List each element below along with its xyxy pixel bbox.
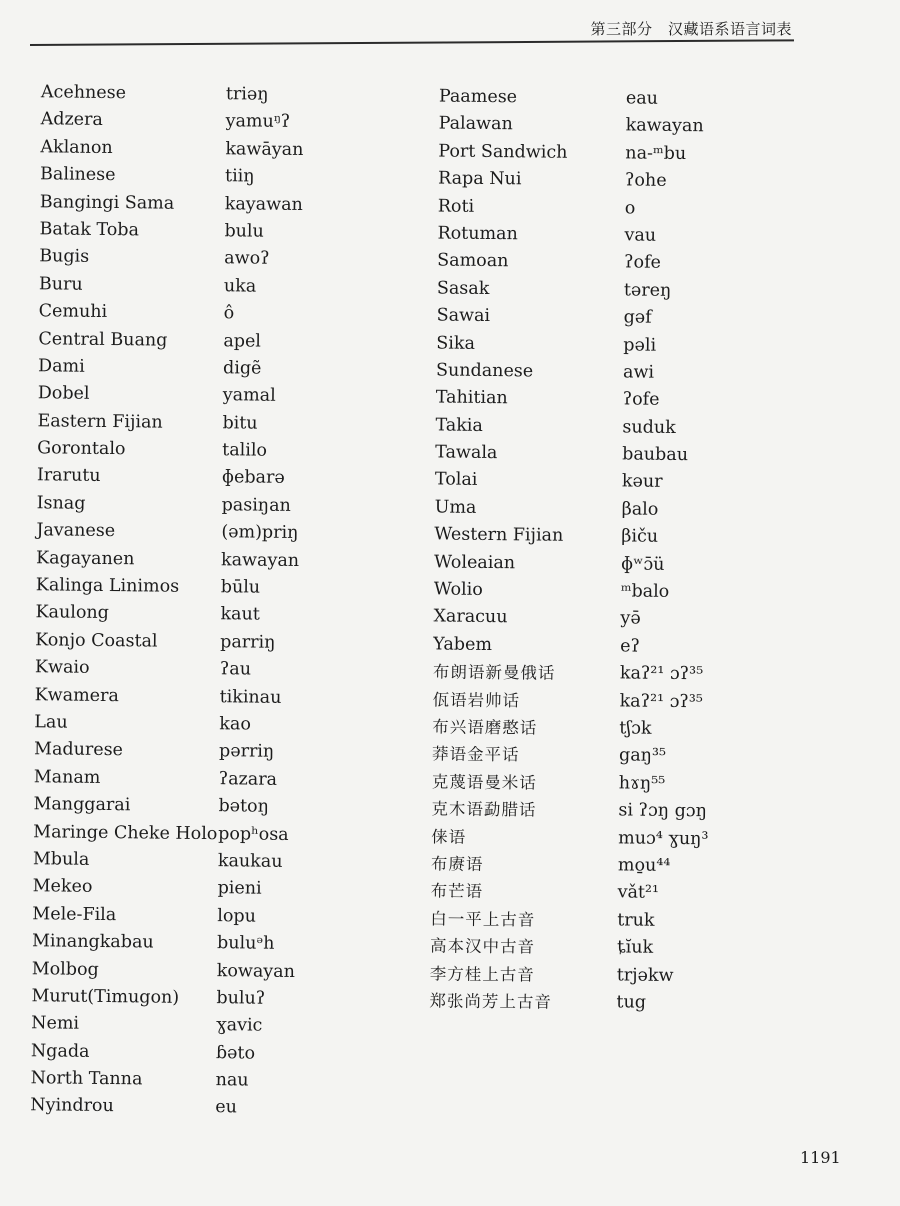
language-name: Sika — [436, 332, 476, 354]
language-name: Sawai — [436, 305, 491, 327]
language-name: Tolai — [434, 469, 478, 491]
word-form: kaut — [220, 604, 260, 626]
language-name: Dobel — [37, 383, 90, 405]
word-form: muɔ⁴ ɣuŋ³ — [618, 827, 709, 849]
language-name: Tahitian — [435, 387, 508, 409]
right-language-column — [429, 83, 629, 1016]
language-name: Western Fijian — [434, 524, 564, 547]
word-form: kəur — [621, 471, 663, 493]
language-name: Nyindrou — [30, 1095, 114, 1117]
right-form-column — [616, 85, 796, 1018]
word-form: hɤŋ⁵⁵ — [618, 773, 666, 794]
word-form: ʔau — [219, 659, 252, 680]
word-form: pasiŋan — [221, 495, 291, 516]
word-form: bətoŋ — [218, 796, 270, 817]
language-name: Buru — [38, 274, 83, 295]
language-name: Tawala — [435, 442, 498, 464]
word-form: uka — [223, 275, 257, 297]
word-form: triəŋ — [225, 84, 269, 105]
word-form: buluᵊh — [216, 933, 275, 954]
language-name: 俫语 — [431, 826, 467, 847]
language-name: 克木语勐腊话 — [431, 799, 537, 820]
language-name: Kaulong — [35, 602, 110, 624]
language-name: Rotuman — [437, 223, 518, 245]
language-name: Bugis — [39, 246, 90, 268]
language-name: Mekeo — [32, 876, 93, 898]
language-name: 佤语岩帅话 — [432, 690, 521, 710]
word-form: awi — [622, 362, 655, 383]
language-name: Takia — [435, 415, 483, 436]
word-form: kawayan — [625, 115, 704, 137]
word-form: vau — [624, 225, 657, 246]
language-name: 莽语金平话 — [431, 744, 520, 765]
language-name: Manam — [33, 767, 101, 788]
word-form: apel — [223, 330, 262, 352]
language-name: Samoan — [437, 250, 509, 272]
language-name: Yabem — [433, 634, 493, 655]
word-form: o — [624, 197, 636, 219]
language-name: Molbog — [31, 958, 99, 980]
word-form: kaʔ²¹ ɔʔ³⁵ — [619, 663, 704, 685]
language-name: Kwamera — [34, 684, 120, 706]
language-name: Port Sandwich — [438, 141, 568, 163]
word-form: ʔofe — [622, 389, 660, 411]
language-name: Madurese — [33, 739, 124, 761]
word-form: ɸebarə — [221, 467, 285, 489]
word-form: talilo — [222, 440, 268, 461]
language-name: Gorontalo — [37, 438, 126, 460]
word-form: ɓəto — [215, 1042, 256, 1064]
language-name: Lau — [34, 712, 68, 733]
language-name: Cemuhi — [38, 301, 108, 323]
language-name: Minangkabau — [31, 931, 154, 953]
language-name: Sundanese — [435, 360, 534, 382]
language-name: Konjo Coastal — [35, 630, 158, 652]
language-name: Batak Toba — [39, 219, 140, 241]
word-form: vǎt²¹ — [617, 882, 660, 904]
language-name: Palawan — [438, 113, 513, 135]
language-name: Xaracuu — [433, 606, 508, 628]
word-form: eʔ — [620, 636, 641, 657]
word-form: pəli — [623, 334, 657, 356]
language-name: Adzera — [40, 109, 103, 131]
word-form: kowayan — [216, 960, 296, 982]
language-name: Balinese — [39, 164, 116, 186]
word-form: pieni — [217, 878, 262, 899]
word-form: (əm)priŋ — [221, 522, 299, 544]
language-name: 白一平上古音 — [430, 909, 536, 930]
language-name: 布芒语 — [430, 881, 484, 902]
language-name: Acehnese — [40, 82, 127, 104]
word-form: mo̱u⁴⁴ — [617, 855, 671, 876]
word-form: popʰosa — [218, 823, 289, 845]
language-name: 李方桂上古音 — [429, 963, 535, 985]
word-form: na-ᵐbu — [625, 143, 687, 164]
word-form: būlu — [220, 577, 261, 598]
language-name: Central Buang — [38, 328, 168, 351]
running-header: 第三部分 汉藏语系语言词表 — [590, 20, 792, 38]
word-form: kao — [219, 714, 252, 735]
language-name: Kwaio — [34, 657, 90, 679]
page-number: 1191 — [800, 1148, 841, 1167]
language-name: Kagayanen — [35, 547, 135, 569]
language-name: Kalinga Linimos — [35, 575, 180, 597]
word-form: nau — [215, 1070, 249, 1091]
language-name: Manggarai — [33, 794, 131, 816]
language-name: 布赓语 — [430, 854, 484, 874]
word-form: tʃɔk — [619, 718, 652, 739]
word-form: gəf — [623, 307, 652, 328]
word-form: suduk — [622, 417, 676, 438]
language-name: Bangingi Sama — [39, 191, 175, 214]
word-form: ô — [223, 303, 235, 324]
language-name: Isnag — [36, 493, 86, 514]
language-name: Mbula — [32, 849, 90, 870]
word-form: ȶĭuk — [616, 937, 654, 958]
language-name: 郑张尚芳上古音 — [429, 991, 553, 1012]
word-form: ɸʷɔ̄ü — [620, 554, 665, 575]
language-name: Paamese — [438, 86, 518, 108]
language-name: Murut(Timugon) — [31, 986, 180, 1008]
word-form: si ʔɔŋ gɔŋ — [618, 800, 708, 822]
word-form: pərriŋ — [218, 741, 275, 763]
word-form: ᵐbalo — [620, 581, 670, 602]
word-form: kawayan — [220, 549, 300, 571]
language-name: Eastern Fijian — [37, 410, 163, 433]
word-form: eu — [215, 1097, 238, 1118]
language-name: 布兴语磨憨话 — [432, 717, 538, 738]
word-form: ʔohe — [624, 170, 667, 192]
left-language-column — [30, 79, 231, 1122]
word-form: bitu — [222, 412, 258, 434]
word-form: bulu — [224, 221, 264, 242]
word-form: trjəkw — [616, 964, 674, 986]
word-form: yamuᵑʔ — [225, 111, 291, 133]
word-form: ʔofe — [624, 252, 662, 274]
word-form: yə̄ — [620, 608, 641, 630]
word-form: kayawan — [224, 193, 303, 215]
language-name: Dami — [37, 356, 85, 377]
word-form: kaukau — [217, 851, 283, 872]
word-form: βalo — [621, 499, 659, 520]
word-form: βiču — [621, 526, 659, 548]
word-form: təreŋ — [623, 280, 672, 301]
word-form: buluʔ — [216, 988, 266, 1009]
language-name: Ngada — [30, 1040, 90, 1062]
word-form: baubau — [622, 444, 689, 466]
language-name: Nemi — [31, 1013, 80, 1035]
word-form: yamal — [222, 385, 276, 407]
word-form: kaʔ²¹ ɔʔ³⁵ — [619, 690, 703, 712]
language-name: Irarutu — [36, 465, 101, 487]
language-name: Woleaian — [433, 552, 516, 573]
word-form: tug — [616, 992, 647, 1013]
language-name: Javanese — [36, 520, 116, 542]
word-form: gaŋ³⁵ — [618, 745, 667, 767]
language-name: Sasak — [436, 278, 490, 299]
word-form: awoʔ — [224, 248, 270, 270]
word-form: parriŋ — [220, 632, 276, 653]
language-name: Wolio — [433, 579, 483, 600]
language-name: 克蔑语曼米话 — [431, 772, 537, 793]
language-name: Rapa Nui — [437, 168, 522, 190]
language-name: Mele-Fila — [32, 903, 117, 925]
language-name: North Tanna — [30, 1068, 143, 1090]
word-form: eau — [625, 88, 659, 109]
word-form: tikinau — [219, 686, 282, 708]
language-name: Maringe Cheke Holo — [33, 821, 218, 844]
language-name: Uma — [434, 497, 477, 518]
word-form: tiiŋ — [224, 166, 255, 187]
language-name: 高本汉中古音 — [429, 936, 536, 957]
word-form: ʔazara — [218, 768, 278, 790]
word-form: kawāyan — [225, 139, 304, 160]
language-name: Roti — [437, 196, 475, 217]
left-form-column — [215, 81, 386, 1123]
word-form: lopu — [217, 905, 257, 927]
language-name: 布朗语新曼俄话 — [432, 662, 556, 683]
word-form: truk — [617, 910, 655, 931]
language-name: Aklanon — [40, 137, 113, 158]
word-form: ɣavic — [216, 1015, 263, 1036]
word-form: digẽ — [222, 358, 262, 379]
